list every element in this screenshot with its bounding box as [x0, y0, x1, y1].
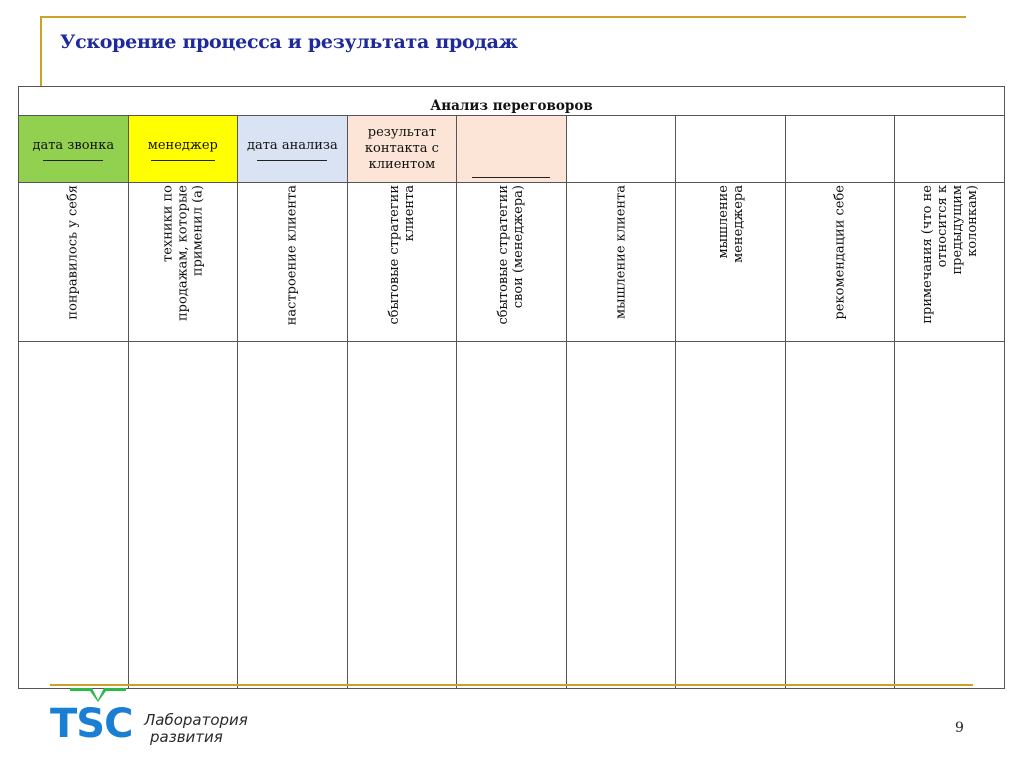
header-empty-cell[interactable] [566, 116, 676, 183]
column-header-text: настроение клиента [284, 185, 300, 326]
column-header [128, 183, 238, 342]
header-contact-result [347, 116, 457, 183]
left-rule [40, 16, 42, 86]
column-header [566, 183, 676, 342]
column-header-text: примечания (что не относится к предыдущим колонкам) [919, 185, 980, 324]
logo-subtitle [144, 712, 248, 746]
page-number: 9 [955, 720, 964, 736]
fill-in-line [43, 160, 103, 161]
column-header [457, 183, 567, 342]
entry-cell[interactable] [238, 342, 348, 689]
entry-cell[interactable] [895, 342, 1005, 689]
header-empty-cell[interactable] [676, 116, 786, 183]
entry-cell[interactable] [457, 342, 567, 689]
column-header-text: рекомендации себе [832, 185, 848, 320]
entry-cell[interactable] [19, 342, 129, 689]
entry-cell[interactable] [347, 342, 457, 689]
slide-title: Ускорение процесса и результата продаж [60, 31, 518, 53]
entry-cell[interactable] [676, 342, 786, 689]
column-header-text: сбытовые стратегии клиента [386, 185, 417, 325]
logo-line-2: развития [150, 728, 223, 746]
header-label: дата анализа [246, 137, 338, 153]
logo-line-1: Лаборатория [144, 711, 248, 729]
column-header [895, 183, 1005, 342]
entry-cell[interactable] [128, 342, 238, 689]
header-analysis-date[interactable] [238, 116, 348, 183]
fill-in-line [257, 160, 327, 161]
logo-brand: TSC [50, 701, 133, 747]
negotiation-analysis-table [18, 86, 1005, 689]
top-rule [40, 16, 966, 18]
logo-mark-icon [70, 688, 126, 702]
header-manager[interactable] [128, 116, 238, 183]
entry-cell[interactable] [785, 342, 895, 689]
header-label: менеджер [147, 137, 218, 153]
column-header-text: понравилось у себя [65, 185, 81, 320]
column-header-text: мышление менеджера [715, 185, 746, 263]
header-empty-cell[interactable] [895, 116, 1005, 183]
column-header-text: сбытовые стратегии свои (менеджера) [496, 185, 527, 325]
column-header [785, 183, 895, 342]
fill-in-line [472, 177, 550, 178]
column-header-text: мышление клиента [613, 185, 629, 319]
header-call-date[interactable] [19, 116, 129, 183]
column-header [238, 183, 348, 342]
header-result-value[interactable] [457, 116, 567, 183]
table-caption: Анализ переговоров [19, 87, 1005, 116]
bottom-rule [50, 684, 973, 686]
column-header [347, 183, 457, 342]
column-header-text: техники по продажам, которые применил (а) [160, 185, 206, 321]
column-header [676, 183, 786, 342]
entry-cell[interactable] [566, 342, 676, 689]
header-label: дата звонка [32, 137, 115, 153]
column-header [19, 183, 129, 342]
header-label: результат контакта с клиентом [364, 125, 439, 172]
fill-in-line [151, 160, 215, 161]
header-empty-cell[interactable] [785, 116, 895, 183]
